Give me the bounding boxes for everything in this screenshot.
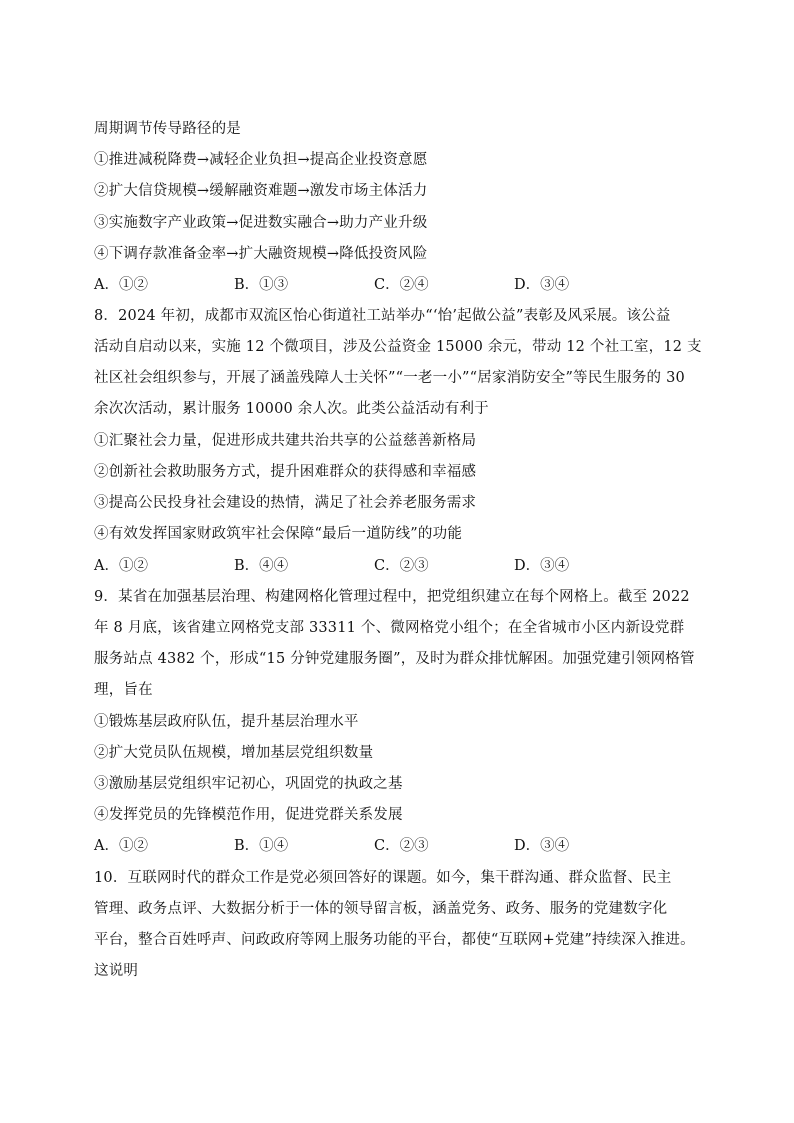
q9-options [94,836,704,856]
q9-stem-line-2: 年 8 月底，该省建立网格党支部 33311 个、微网格党小组个；在全省城市小区内新设党群 [94,620,685,636]
q9-item-2: ②扩大党员队伍规模，增加基层党组织数量 [94,745,374,761]
q8-stem-line-1: 8．2024 年初，成都市双流区怡心街道社工站举办“‘怡’起做公益”表彰及风采展。该公益 [94,308,671,324]
q8-option-a: A．①② [94,558,148,574]
q8-stem-line-2: 活动自启动以来，实施 12 个微项目，涉及公益资金 15000 余元，带动 12 个社工室，12 支 [94,339,702,355]
q8-stem-line-4: 余次次活动，累计服务 10000 余人次。此类公益活动有利于 [94,401,489,417]
q8-option-c: C．②③ [374,558,429,574]
q7-item-4: ④下调存款准备金率→扩大融资规模→降低投资风险 [94,246,428,262]
q7-stem-tail: 周期调节传导路径的是 [94,121,241,137]
q9-option-c: C．②③ [374,838,429,854]
q7-item-3: ③实施数字产业政策→促进数实融合→助力产业升级 [94,215,428,231]
q10-stem-line-1: 10．互联网时代的群众工作是党必须回答好的课题。如今，集干群沟通、群众监督、民主 [94,870,672,886]
q7-option-a: A．①② [94,277,148,293]
q8-options [94,556,704,576]
q8-option-d: D．③④ [514,558,570,574]
q7-item-2: ②扩大信贷规模→缓解融资难题→激发市场主体活力 [94,183,428,199]
q10-stem-line-4: 这说明 [94,963,139,979]
q9-stem-line-3: 服务站点 4382 个，形成“15 分钟党建服务圈”，及时为群众排忧解困。加强党建引领网格管 [94,651,695,667]
q10-stem-line-3: 平台，整合百姓呼声、问政政府等网上服务功能的平台，都使“互联网+党建”持续深入推进。 [94,932,695,948]
q9-item-3: ③激励基层党组织牢记初心，巩固党的执政之基 [94,776,403,792]
q10-stem-line-2: 管理、政务点评、大数据分析于一体的领导留言板，涵盖党务、政务、服务的党建数字化 [94,901,668,917]
q7-option-b: B．①③ [234,277,289,293]
q7-options [94,275,704,295]
q9-option-a: A．①② [94,838,148,854]
q9-option-b: B．①④ [234,838,289,854]
q7-option-c: C．②④ [374,277,429,293]
q9-stem-line-1: 9．某省在加强基层治理、构建网格化管理过程中，把党组织建立在每个网格上。截至 2022 [94,589,690,605]
q8-stem-line-3: 社区社会组织参与，开展了涵盖残障人士关怀”“一老一小”“居家消防安全”等民生服务的 30 [94,370,685,386]
q7-item-1: ①推进减税降费→减轻企业负担→提高企业投资意愿 [94,152,428,168]
q8-item-3: ③提高公民投身社会建设的热情，满足了社会养老服务需求 [94,495,477,511]
q9-stem-line-4: 理，旨在 [94,682,153,698]
q9-item-4: ④发挥党员的先锋模范作用，促进党群关系发展 [94,807,403,823]
q8-item-2: ②创新社会救助服务方式，提升困难群众的获得感和幸福感 [94,464,477,480]
q8-item-4: ④有效发挥国家财政筑牢社会保障“最后一道防线”的功能 [94,526,463,542]
q7-option-d: D．③④ [514,277,570,293]
q9-item-1: ①锻炼基层政府队伍，提升基层治理水平 [94,714,359,730]
q8-option-b: B．④④ [234,558,289,574]
q9-option-d: D．③④ [514,838,570,854]
q8-item-1: ①汇聚社会力量，促进形成共建共治共享的公益慈善新格局 [94,433,477,449]
